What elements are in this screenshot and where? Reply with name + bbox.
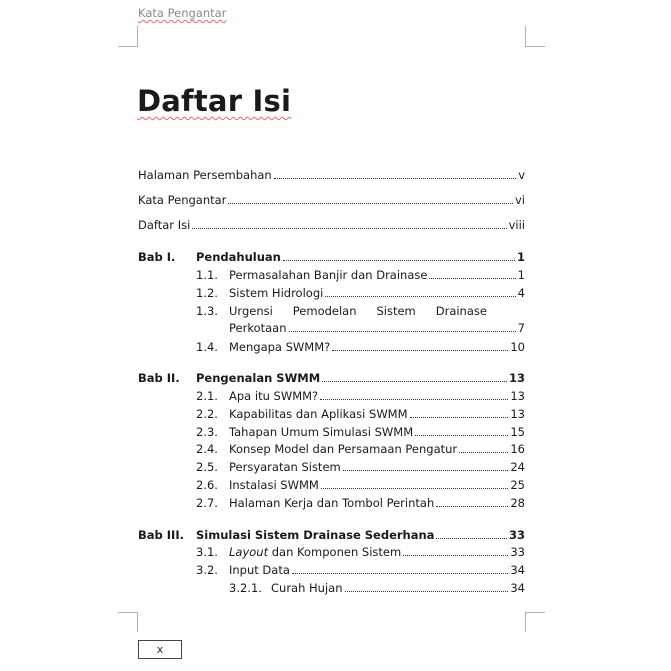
chapter-title: Simulasi Sistem Drainase Sederhana (196, 528, 435, 542)
dot-leader (343, 470, 509, 471)
chapter-number: Bab III. (138, 528, 184, 542)
dot-leader (292, 573, 508, 574)
crop-mark-bottom-left-h (118, 612, 138, 613)
toc-entry-2-7[interactable] (229, 496, 525, 510)
chapter-page: 13 (508, 371, 525, 385)
dot-leader (320, 399, 508, 400)
toc-entry-2-3[interactable] (229, 425, 525, 439)
dot-leader (429, 278, 515, 279)
toc-entry-1-2[interactable] (229, 286, 525, 300)
section-number: 2.7. (196, 496, 218, 510)
section-page: 15 (510, 425, 525, 439)
section-page: 33 (510, 545, 525, 559)
toc-entry-1-4[interactable] (229, 340, 525, 354)
toc-entry-front-2[interactable] (138, 193, 525, 207)
dot-leader (436, 506, 508, 507)
toc-entry-front-3[interactable] (138, 218, 525, 232)
crop-mark-bottom-left-v (137, 612, 138, 632)
section-number: 1.2. (196, 286, 218, 300)
toc-entry-label: Daftar Isi (138, 218, 191, 232)
toc-entry-front-1[interactable] (138, 168, 525, 182)
dot-leader (228, 203, 513, 204)
toc-entry-1-3-line1[interactable] (229, 304, 487, 318)
crop-mark-top-right-v (525, 26, 526, 46)
toc-entry-label: Kata Pengantar (138, 193, 227, 207)
toc-entry-page: vi (514, 193, 525, 207)
crop-mark-top-left-v (137, 26, 138, 46)
chapter-page: 1 (516, 250, 525, 264)
section-page: 34 (510, 563, 525, 577)
dot-leader (192, 228, 506, 229)
dot-leader (321, 488, 509, 489)
section-title: Mengapa SWMM? (229, 340, 331, 354)
section-title-word: Drainase (435, 304, 487, 318)
dot-leader (410, 417, 509, 418)
section-title: Instalasi SWMM (229, 478, 319, 492)
section-title: Sistem Hidrologi (229, 286, 324, 300)
toc-entry-2-6[interactable] (229, 478, 525, 492)
chapter-page: 33 (508, 528, 525, 542)
toc-entry-2-1[interactable] (229, 389, 525, 403)
section-title-rest: dan Komponen Sistem (268, 545, 402, 559)
dot-leader (436, 538, 507, 539)
section-number: 2.5. (196, 460, 218, 474)
crop-mark-bottom-right-v (525, 612, 526, 632)
section-title: Apa itu SWMM? (229, 389, 319, 403)
toc-entry-chapter-1[interactable] (196, 250, 525, 264)
section-number: 3.2. (196, 563, 218, 577)
page-title: Daftar Isi (137, 84, 292, 118)
section-title-word: Urgensi (229, 304, 273, 318)
section-page: 24 (510, 460, 525, 474)
toc-entry-2-5[interactable] (229, 460, 525, 474)
section-title: Tahapan Umum Simulasi SWMM (229, 425, 414, 439)
toc-entry-1-3-line2[interactable] (229, 321, 525, 335)
toc-entry-1-1[interactable] (229, 268, 525, 282)
dot-leader (274, 178, 516, 179)
section-title: Input Data (229, 563, 290, 577)
section-page: 7 (517, 321, 525, 335)
section-page: 16 (510, 442, 525, 456)
dot-leader (325, 296, 515, 297)
section-title: Perkotaan (229, 321, 287, 335)
section-title: Permasalahan Banjir dan Drainase (229, 268, 428, 282)
section-number: 1.4. (196, 340, 218, 354)
dot-leader (283, 260, 515, 261)
section-number: 2.3. (196, 425, 218, 439)
toc-entry-3-2[interactable] (229, 563, 525, 577)
section-number: 2.4. (196, 442, 218, 456)
toc-entry-2-2[interactable] (229, 407, 525, 421)
dot-leader (289, 331, 516, 332)
dot-leader (403, 555, 508, 556)
section-page: 1 (517, 268, 525, 282)
section-page: 28 (510, 496, 525, 510)
running-header: Kata Pengantar (138, 6, 227, 20)
section-number: 2.6. (196, 478, 218, 492)
dot-leader (322, 381, 507, 382)
toc-entry-chapter-2[interactable] (196, 371, 525, 385)
crop-mark-bottom-right-h (525, 612, 545, 613)
toc-entry-label: Halaman Persembahan (138, 168, 272, 182)
dot-leader (345, 591, 509, 592)
section-title (229, 545, 401, 559)
section-title-word: Sistem (376, 304, 416, 318)
section-title: Halaman Kerja dan Tombol Perintah (229, 496, 435, 510)
toc-entry-page: v (518, 168, 525, 182)
toc-entry-3-2-1[interactable] (271, 581, 525, 595)
subsection-page: 34 (510, 581, 525, 595)
section-title: Konsep Model dan Persamaan Pengatur (229, 442, 458, 456)
section-page: 25 (510, 478, 525, 492)
chapter-number: Bab I. (138, 250, 176, 264)
toc-entry-chapter-3[interactable] (196, 528, 525, 542)
subsection-title: Curah Hujan (271, 581, 343, 595)
section-title-word: Pemodelan (292, 304, 357, 318)
section-page: 10 (510, 340, 525, 354)
section-title: Kapabilitas dan Aplikasi SWMM (229, 407, 408, 421)
section-title-italic: Layout (229, 545, 269, 559)
section-page: 13 (510, 407, 525, 421)
dot-leader (415, 435, 508, 436)
crop-mark-top-right-h (525, 46, 545, 47)
page-number-box: x (138, 640, 182, 659)
section-number: 3.1. (196, 545, 218, 559)
subsection-number: 3.2.1. (229, 581, 262, 595)
toc-entry-3-1[interactable] (229, 545, 525, 559)
section-number: 2.1. (196, 389, 218, 403)
section-number: 1.1. (196, 268, 218, 282)
section-page: 4 (517, 286, 525, 300)
chapter-number: Bab II. (138, 371, 180, 385)
section-page: 13 (510, 389, 525, 403)
chapter-title: Pendahuluan (196, 250, 281, 264)
toc-entry-2-4[interactable] (229, 442, 525, 456)
section-title: Persyaratan Sistem (229, 460, 341, 474)
toc-entry-page: viii (508, 218, 525, 232)
dot-leader (459, 452, 508, 453)
section-number: 2.2. (196, 407, 218, 421)
chapter-title: Pengenalan SWMM (196, 371, 321, 385)
crop-mark-top-left-h (118, 46, 138, 47)
dot-leader (332, 350, 508, 351)
section-number: 1.3. (196, 304, 218, 318)
